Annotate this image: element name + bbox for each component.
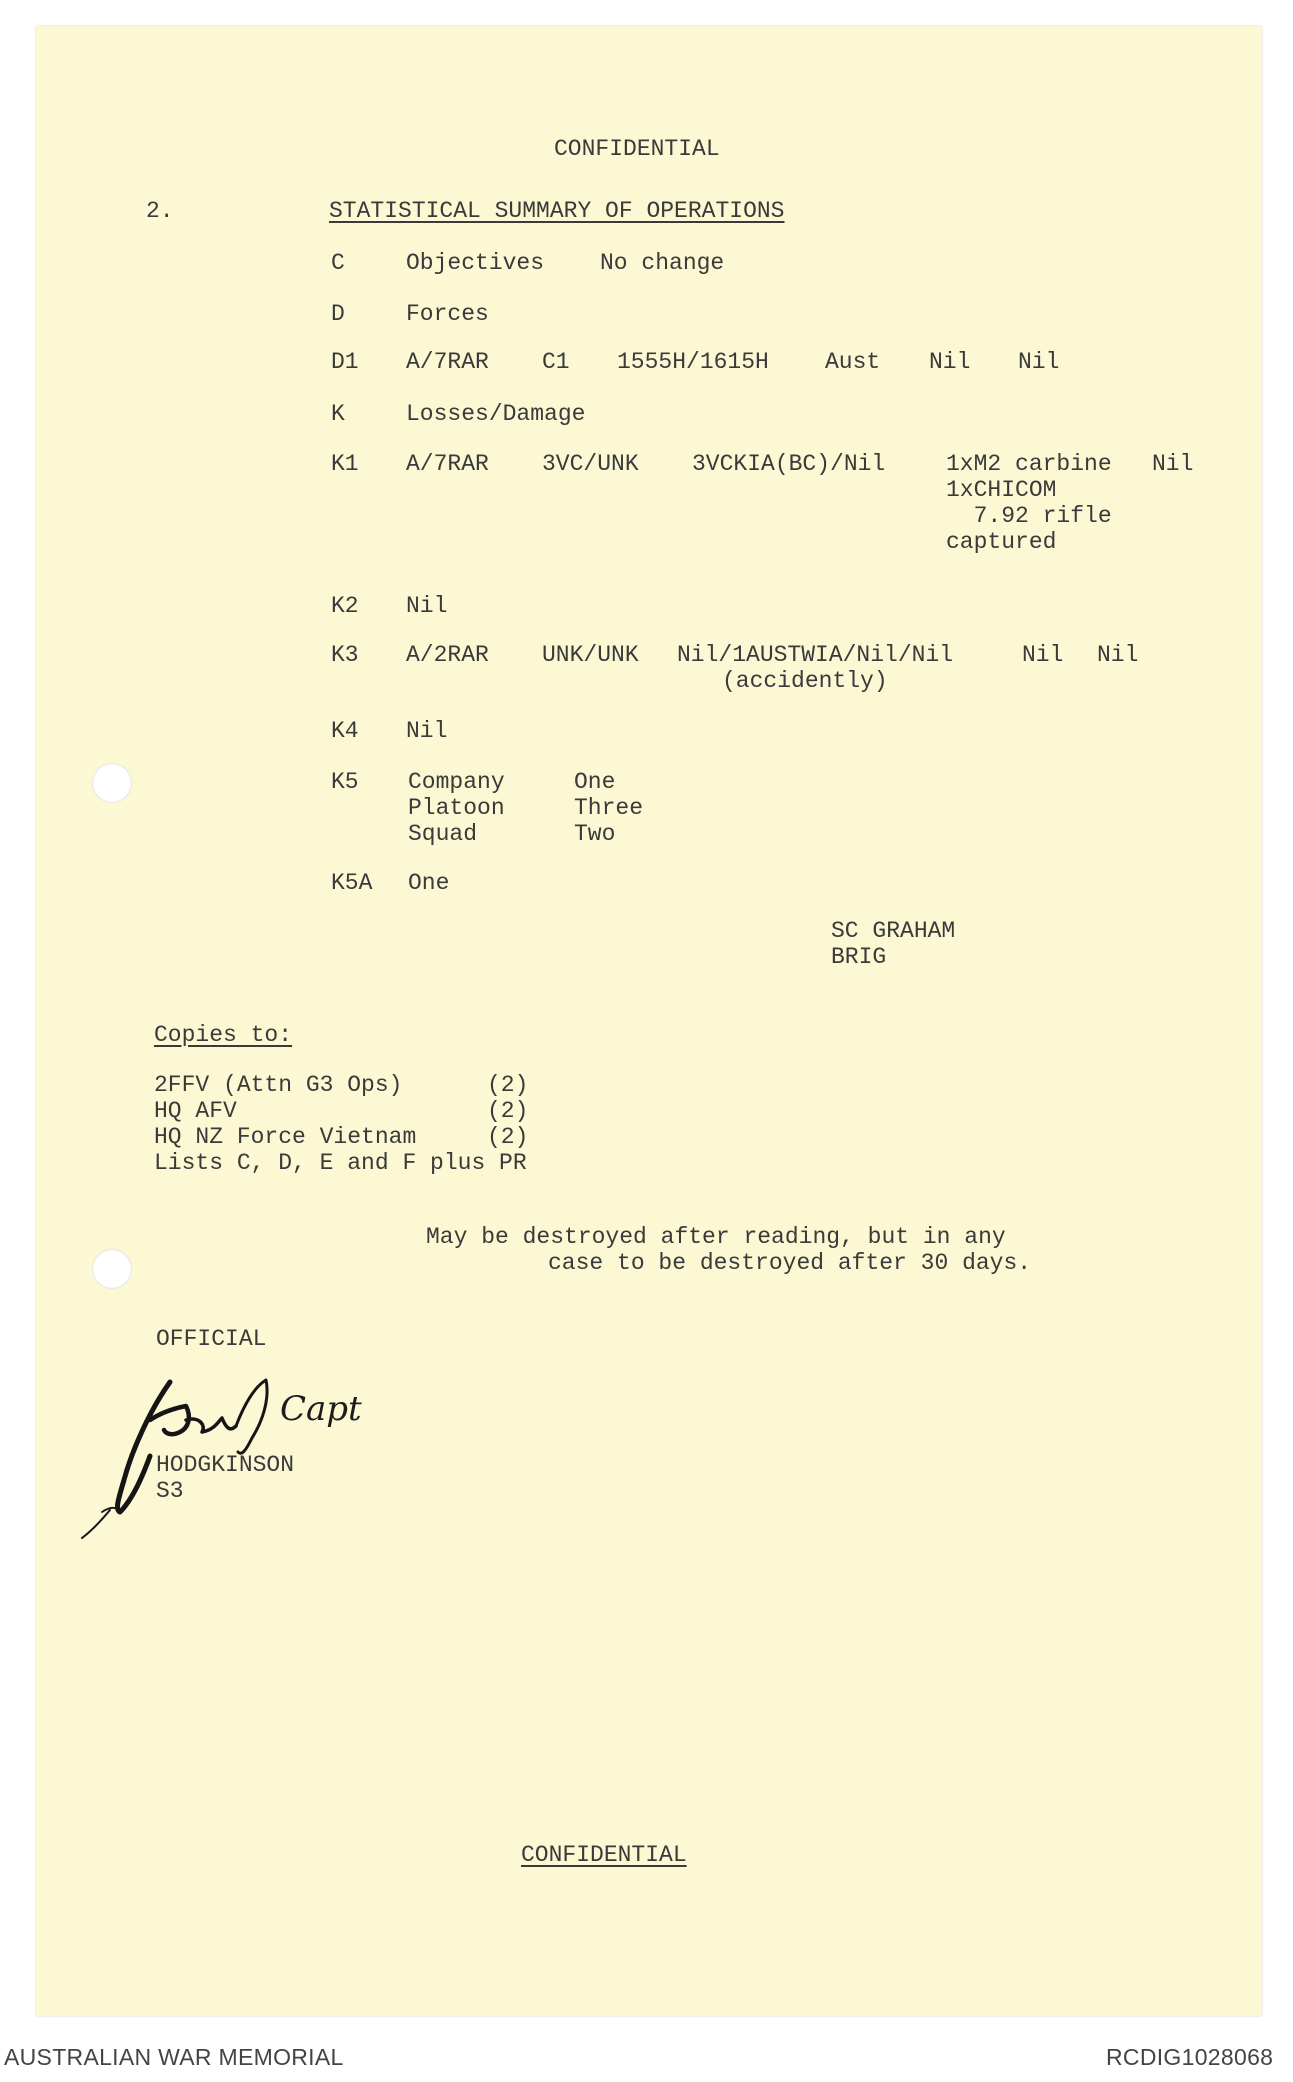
row-code-k5a: K5A: [331, 870, 373, 896]
signatory-name: SC GRAHAM: [831, 918, 956, 944]
row-code-k3: K3: [331, 642, 359, 668]
destroy-note-line2: case to be destroyed after 30 days.: [548, 1250, 1032, 1276]
row-code-d: D: [331, 301, 345, 327]
k5-value: One: [574, 769, 616, 795]
row-code-k5: K5: [331, 769, 359, 795]
row-code-k1: K1: [331, 451, 359, 477]
k1-captured-line: captured: [946, 529, 1057, 555]
k5-label: Company: [408, 769, 505, 795]
classification-bottom: CONFIDENTIAL: [521, 1842, 687, 1868]
k1-captured-line: 1xCHICOM: [946, 477, 1057, 503]
k1-col5: Nil: [1152, 451, 1194, 477]
punch-hole: [92, 1249, 132, 1289]
row-code-c: C: [331, 250, 345, 276]
row-label-objectives: Objectives: [406, 250, 545, 276]
copies-recipient: 2FFV (Attn G3 Ops): [154, 1072, 403, 1098]
d1-nationality: Aust: [825, 349, 881, 375]
archive-source: AUSTRALIAN WAR MEMORIAL: [4, 2044, 344, 2070]
signature-rank-text: Capt: [280, 1389, 362, 1429]
k5-label: Platoon: [408, 795, 505, 821]
punch-hole: [92, 763, 132, 803]
k1-casualties: 3VCKIA(BC)/Nil: [692, 451, 886, 477]
row-code-k4: K4: [331, 718, 359, 744]
copies-count: (2): [487, 1124, 529, 1150]
k3-col4: Nil: [1022, 642, 1064, 668]
k5-label: Squad: [408, 821, 478, 847]
official-role: S3: [156, 1478, 184, 1504]
copies-count: (2): [487, 1072, 529, 1098]
k1-unit: A/7RAR: [406, 451, 489, 477]
k1-captured-line: 1xM2 carbine: [946, 451, 1112, 477]
k3-note: (accidently): [722, 668, 888, 694]
document-page: [36, 26, 1262, 2016]
official-label: OFFICIAL: [156, 1326, 267, 1352]
row-code-d1: D1: [331, 349, 359, 375]
k4-value: Nil: [406, 718, 448, 744]
classification-top: CONFIDENTIAL: [554, 136, 720, 162]
k3-enemy: UNK/UNK: [542, 642, 639, 668]
row-label-forces: Forces: [406, 301, 489, 327]
d1-col2: C1: [542, 349, 570, 375]
row-label-losses: Losses/Damage: [406, 401, 586, 427]
k5-value: Two: [574, 821, 616, 847]
copies-recipient: HQ NZ Force Vietnam: [154, 1124, 417, 1150]
copies-recipient: HQ AFV: [154, 1098, 237, 1124]
document-title: STATISTICAL SUMMARY OF OPERATIONS: [329, 198, 785, 224]
k1-captured-line: 7.92 rifle: [946, 503, 1112, 529]
d1-unit: A/7RAR: [406, 349, 489, 375]
copies-recipient: Lists C, D, E and F plus PR: [154, 1150, 527, 1176]
k5-value: Three: [574, 795, 644, 821]
k1-enemy: 3VC/UNK: [542, 451, 639, 477]
copies-heading: Copies to:: [154, 1022, 293, 1048]
official-name: HODGKINSON: [156, 1452, 295, 1478]
row-code-k: K: [331, 401, 345, 427]
row-value-objectives: No change: [600, 250, 725, 276]
k3-unit: A/2RAR: [406, 642, 489, 668]
d1-time: 1555H/1615H: [617, 349, 769, 375]
row-code-k2: K2: [331, 593, 359, 619]
archive-id: RCDIG1028068: [1106, 2044, 1274, 2070]
k3-col5: Nil: [1097, 642, 1139, 668]
d1-col6: Nil: [1018, 349, 1060, 375]
destroy-note-line1: May be destroyed after reading, but in any: [426, 1224, 1006, 1250]
k3-casualties: Nil/1AUSTWIA/Nil/Nil: [677, 642, 954, 668]
paragraph-number: 2.: [146, 198, 174, 224]
d1-col5: Nil: [929, 349, 971, 375]
signatory-rank: BRIG: [831, 944, 887, 970]
handwritten-signature: [80, 1360, 410, 1540]
copies-count: (2): [487, 1098, 529, 1124]
k5a-value: One: [408, 870, 450, 896]
k2-value: Nil: [406, 593, 448, 619]
